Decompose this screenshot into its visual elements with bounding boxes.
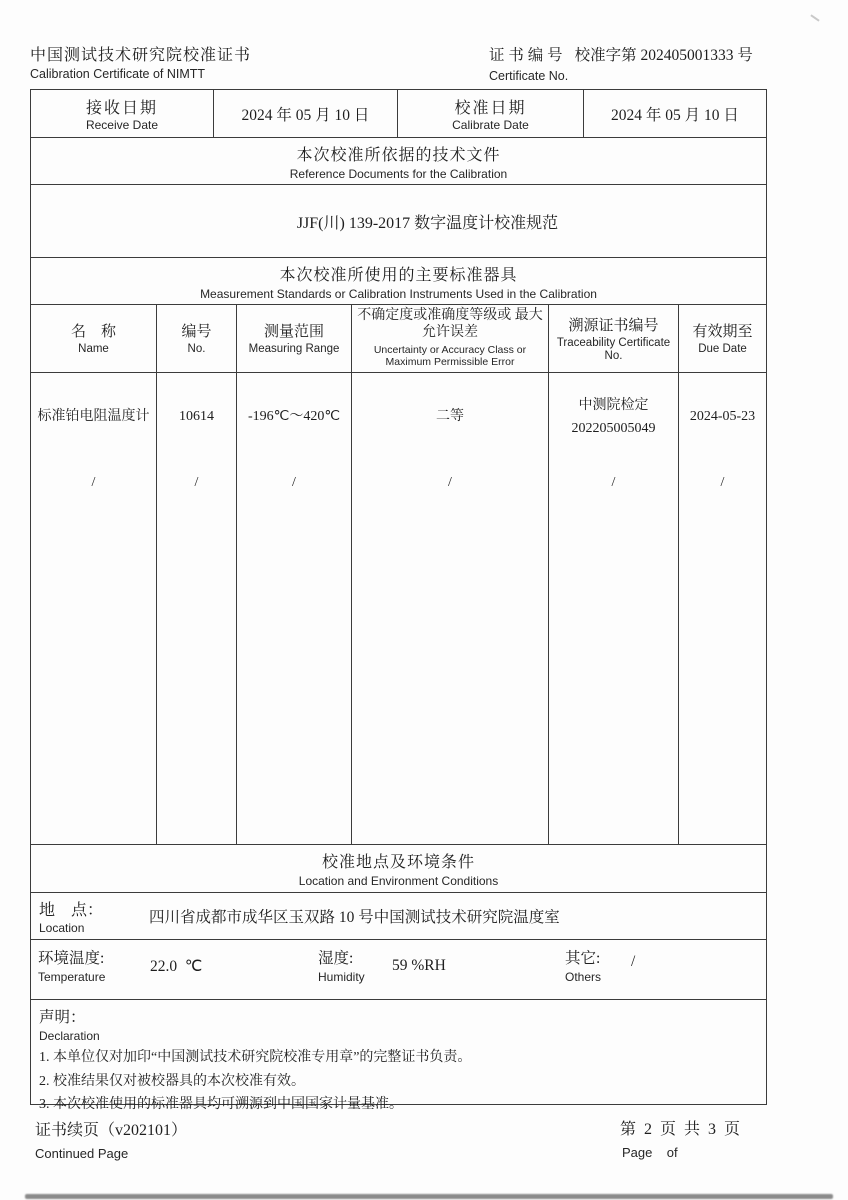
standards-title xyxy=(31,258,766,304)
column-header-no-en: No. xyxy=(187,343,206,356)
declaration-label-en: Declaration xyxy=(39,1029,100,1043)
cell-accuracy xyxy=(352,373,549,844)
location-label xyxy=(31,897,143,935)
others-label-en: Others xyxy=(565,970,602,984)
certificate-number xyxy=(489,43,753,65)
reference-title-en: Reference Documents for the Calibration xyxy=(289,166,508,181)
column-header-no xyxy=(157,305,237,372)
receive-date-label xyxy=(31,90,214,137)
cell-no xyxy=(157,373,237,844)
column-header-name xyxy=(31,305,157,372)
certificate-number-value: 校准字第 202405001333 号 xyxy=(574,47,753,64)
cell-due xyxy=(679,373,766,844)
traceability-line2: 202205005049 xyxy=(571,421,656,436)
instrument-traceability xyxy=(572,379,656,455)
column-header-name-cn: 名 称 xyxy=(70,324,116,341)
reference-title-row xyxy=(31,138,766,185)
standards-title-cn: 本次校准所使用的主要标准器具 xyxy=(279,266,518,284)
temperature-label xyxy=(38,946,105,984)
instrument-range: -196℃～420℃ xyxy=(247,409,341,425)
location-label-cn: 地 点： xyxy=(39,902,104,919)
column-header-no-cn: 编号 xyxy=(181,324,212,341)
instrument-name-2: / xyxy=(91,475,96,490)
location-title xyxy=(31,845,766,892)
humidity-label xyxy=(318,946,365,984)
column-header-due-cn: 有效期至 xyxy=(692,324,753,341)
certificate-table xyxy=(30,89,767,1112)
dates-row xyxy=(31,90,766,138)
receive-date-label-cn: 接收日期 xyxy=(85,100,158,117)
page-number-en: Page of xyxy=(622,1145,678,1160)
continued-page-label-en: Continued Page xyxy=(35,1146,129,1161)
location-value: 四川省成都市成华区玉双路 10 号中国测试技术研究院温度室 xyxy=(149,909,560,926)
instrument-accuracy-2: / xyxy=(448,475,452,490)
location-row xyxy=(31,893,766,940)
others-label xyxy=(565,946,601,984)
others-label-cn: 其它: xyxy=(565,950,601,967)
column-header-range-en: Measuring Range xyxy=(248,343,340,356)
instrument-due-2: / xyxy=(720,475,725,490)
page-title-en: Calibration Certificate of NIMTT xyxy=(30,67,206,81)
receive-date-value: 2024 年 05 月 10 日 xyxy=(214,90,398,137)
declaration-item-3: 3. 本次校准使用的标准器具均可溯源到中国国家计量基准。 xyxy=(39,1097,403,1112)
certificate-number-label: 证 书 编 号 xyxy=(489,47,563,64)
others-value: / xyxy=(631,953,636,970)
reference-title xyxy=(31,138,766,184)
column-header-name-en: Name xyxy=(78,343,109,356)
calibrate-date-label xyxy=(398,90,584,137)
continued-page-label-cn: 证书续页（v202101） xyxy=(35,1122,188,1139)
calibrate-date-label-en: Calibrate Date xyxy=(452,118,529,132)
temperature-value: 22.0 ℃ xyxy=(150,958,203,975)
column-header-uncertainty-cn: 不确定度或准确度等级或 最大允许误差 xyxy=(357,308,543,340)
column-header-due-en: Due Date xyxy=(698,343,747,356)
column-header-range xyxy=(237,305,352,372)
standards-data-row xyxy=(31,373,766,845)
standards-title-row xyxy=(31,258,766,305)
humidity-label-en: Humidity xyxy=(318,970,365,984)
temperature-label-en: Temperature xyxy=(38,970,106,984)
column-header-traceability-en: Traceability Certificate No. xyxy=(556,336,671,362)
location-title-cn: 校准地点及环境条件 xyxy=(321,854,475,871)
column-header-uncertainty-en: Uncertainty or Accuracy Class or Maximum Permissible Error xyxy=(373,343,527,369)
instrument-name: 标准铂电阻温度计 xyxy=(37,409,150,425)
instrument-no: 10614 xyxy=(179,409,214,425)
calibrate-date-label-cn: 校准日期 xyxy=(454,100,527,117)
scan-speck xyxy=(810,14,819,21)
cell-range xyxy=(237,373,352,844)
column-header-uncertainty xyxy=(352,305,549,372)
receive-date-label-en: Receive Date xyxy=(85,118,159,132)
declaration-section xyxy=(31,1000,766,1114)
declaration-item-2: 2. 校准结果仅对被校器具的本次校准有效。 xyxy=(39,1073,305,1089)
location-title-en: Location and Environment Conditions xyxy=(298,874,499,888)
location-title-row xyxy=(31,845,766,893)
column-header-traceability-cn: 溯源证书编号 xyxy=(568,317,659,334)
environment-row xyxy=(31,940,766,1000)
instrument-range-2: / xyxy=(292,475,296,490)
instrument-accuracy: 二等 xyxy=(436,409,464,425)
temperature-label-cn: 环境温度: xyxy=(38,950,105,967)
reference-document-row xyxy=(31,185,766,258)
cell-name xyxy=(31,373,157,844)
instrument-due: 2024-05-23 xyxy=(689,409,756,425)
cell-traceability xyxy=(549,373,679,844)
scan-edge-bar xyxy=(25,1194,833,1199)
column-header-range-cn: 测量范围 xyxy=(263,324,324,341)
location-label-en: Location xyxy=(39,921,85,935)
page-number-cn: 第 2 页 共 3 页 xyxy=(620,1121,743,1138)
page-title: 中国测试技术研究院校准证书 xyxy=(30,47,252,64)
traceability-line1: 中测院检定 xyxy=(578,397,649,413)
instrument-no-2: / xyxy=(194,475,199,490)
humidity-label-cn: 湿度: xyxy=(318,950,354,967)
certificate-number-label-en: Certificate No. xyxy=(489,69,569,83)
declaration-label-cn: 声明： xyxy=(39,1009,86,1026)
humidity-value: 59 %RH xyxy=(392,957,446,974)
reference-title-cn: 本次校准所依据的技术文件 xyxy=(296,146,501,164)
instrument-traceability-2: / xyxy=(611,475,616,490)
calibrate-date-value: 2024 年 05 月 10 日 xyxy=(611,106,739,124)
column-header-due xyxy=(679,305,766,372)
standards-title-en: Measurement Standards or Calibration Instruments Used in the Calibration xyxy=(200,286,597,301)
standards-header-row xyxy=(31,305,766,373)
reference-document: JJF(川) 139-2017 数字温度计校准规范 xyxy=(296,214,559,232)
column-header-traceability xyxy=(549,305,679,372)
declaration-item-1: 1. 本单位仅对加印“中国测试技术研究院校准专用章”的完整证书负责。 xyxy=(39,1050,472,1065)
